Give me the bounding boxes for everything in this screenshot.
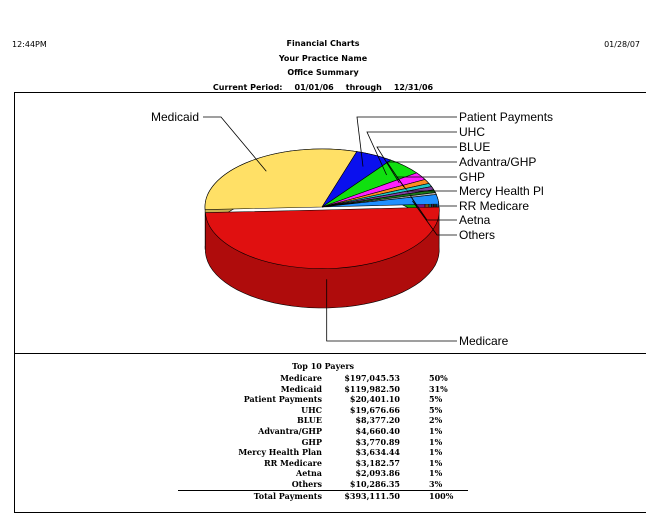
table-row — [0, 458, 646, 469]
period-label: Current Period: — [212, 82, 283, 92]
payer-name: Others — [291, 478, 322, 489]
payer-name: BLUE — [296, 415, 322, 426]
payer-name: UHC — [301, 404, 322, 415]
payer-amount: $3,634.44 — [355, 447, 400, 458]
slice-label: BLUE — [459, 140, 491, 154]
table-row — [0, 447, 646, 458]
payer-pct: 1% — [429, 468, 443, 479]
payer-name: Mercy Health Plan — [238, 447, 322, 458]
table-row — [0, 415, 646, 426]
payer-name: Medicaid — [280, 383, 322, 394]
table-row — [0, 426, 646, 437]
payer-pct: 1% — [429, 457, 443, 468]
payer-amount: $10,286.35 — [349, 478, 400, 489]
payers-table — [0, 373, 646, 490]
total-row — [0, 491, 646, 502]
payer-amount: $8,377.20 — [355, 415, 400, 426]
payer-pct: 5% — [429, 404, 443, 415]
report-title: Financial Charts — [286, 39, 360, 48]
practice-name: Your Practice Name — [278, 53, 368, 63]
payer-name: RR Medicare — [263, 457, 322, 468]
payer-pct: 2% — [429, 415, 443, 426]
table-row — [0, 373, 646, 384]
payer-name: Aetna — [296, 468, 322, 479]
table-row — [0, 384, 646, 395]
slice-label: GHP — [459, 170, 486, 184]
slice-label: RR Medicare — [459, 199, 530, 213]
pie-chart — [15, 93, 646, 353]
report-header — [0, 37, 646, 95]
table-title: Top 10 Payers — [291, 361, 355, 371]
payer-name: Advantra/GHP — [258, 425, 322, 436]
slice-label: Aetna — [459, 213, 491, 227]
slice-label: Patient Payments — [459, 110, 554, 124]
payer-amount: $19,676.66 — [349, 404, 400, 415]
payer-pct: 1% — [429, 425, 443, 436]
payer-name: Patient Payments — [243, 394, 322, 405]
payer-pct: 50% — [429, 373, 448, 383]
period-start: 01/01/06 — [294, 82, 334, 92]
total-amount: $393,111.50 — [344, 491, 400, 501]
payer-amount: $197,045.53 — [344, 373, 400, 383]
payer-amount: $3,770.89 — [355, 436, 400, 447]
slice-label: Others — [459, 228, 496, 242]
payer-amount: $4,660.40 — [355, 425, 400, 436]
payer-pct: 1% — [429, 447, 443, 458]
payer-amount: $20,401.10 — [349, 394, 400, 405]
period-end: 12/31/06 — [393, 82, 434, 92]
payer-amount: $119,982.50 — [344, 383, 400, 394]
table-row — [0, 405, 646, 416]
payer-amount: $3,182.57 — [355, 457, 400, 468]
payer-pct: 5% — [429, 394, 443, 405]
table-row — [0, 468, 646, 479]
total-pct: 100% — [429, 491, 454, 501]
table-row — [0, 437, 646, 448]
payer-pct: 31% — [429, 383, 448, 394]
payer-name: GHP — [301, 436, 322, 447]
slice-label: Mercy Health Pl — [459, 184, 544, 198]
period-through: through — [345, 82, 382, 92]
payer-pct: 1% — [429, 436, 443, 447]
slice-label: Medicare — [459, 334, 509, 348]
report-date: 01/28/07 — [604, 40, 640, 49]
table-row — [0, 479, 646, 490]
pie-slice — [205, 207, 439, 308]
slice-label: Medicaid — [150, 110, 199, 124]
table-row — [0, 394, 646, 405]
report-time: 12:44PM — [12, 40, 47, 49]
slice-label: UHC — [459, 125, 485, 139]
report-name: Office Summary — [287, 68, 359, 77]
slice-label: Advantra/GHP — [459, 155, 537, 169]
payer-amount: $2,093.86 — [355, 468, 400, 479]
payer-pct: 3% — [429, 478, 443, 489]
chart-frame — [14, 92, 646, 354]
total-label: Total Payments — [253, 491, 322, 501]
payer-name: Medicare — [280, 373, 322, 383]
